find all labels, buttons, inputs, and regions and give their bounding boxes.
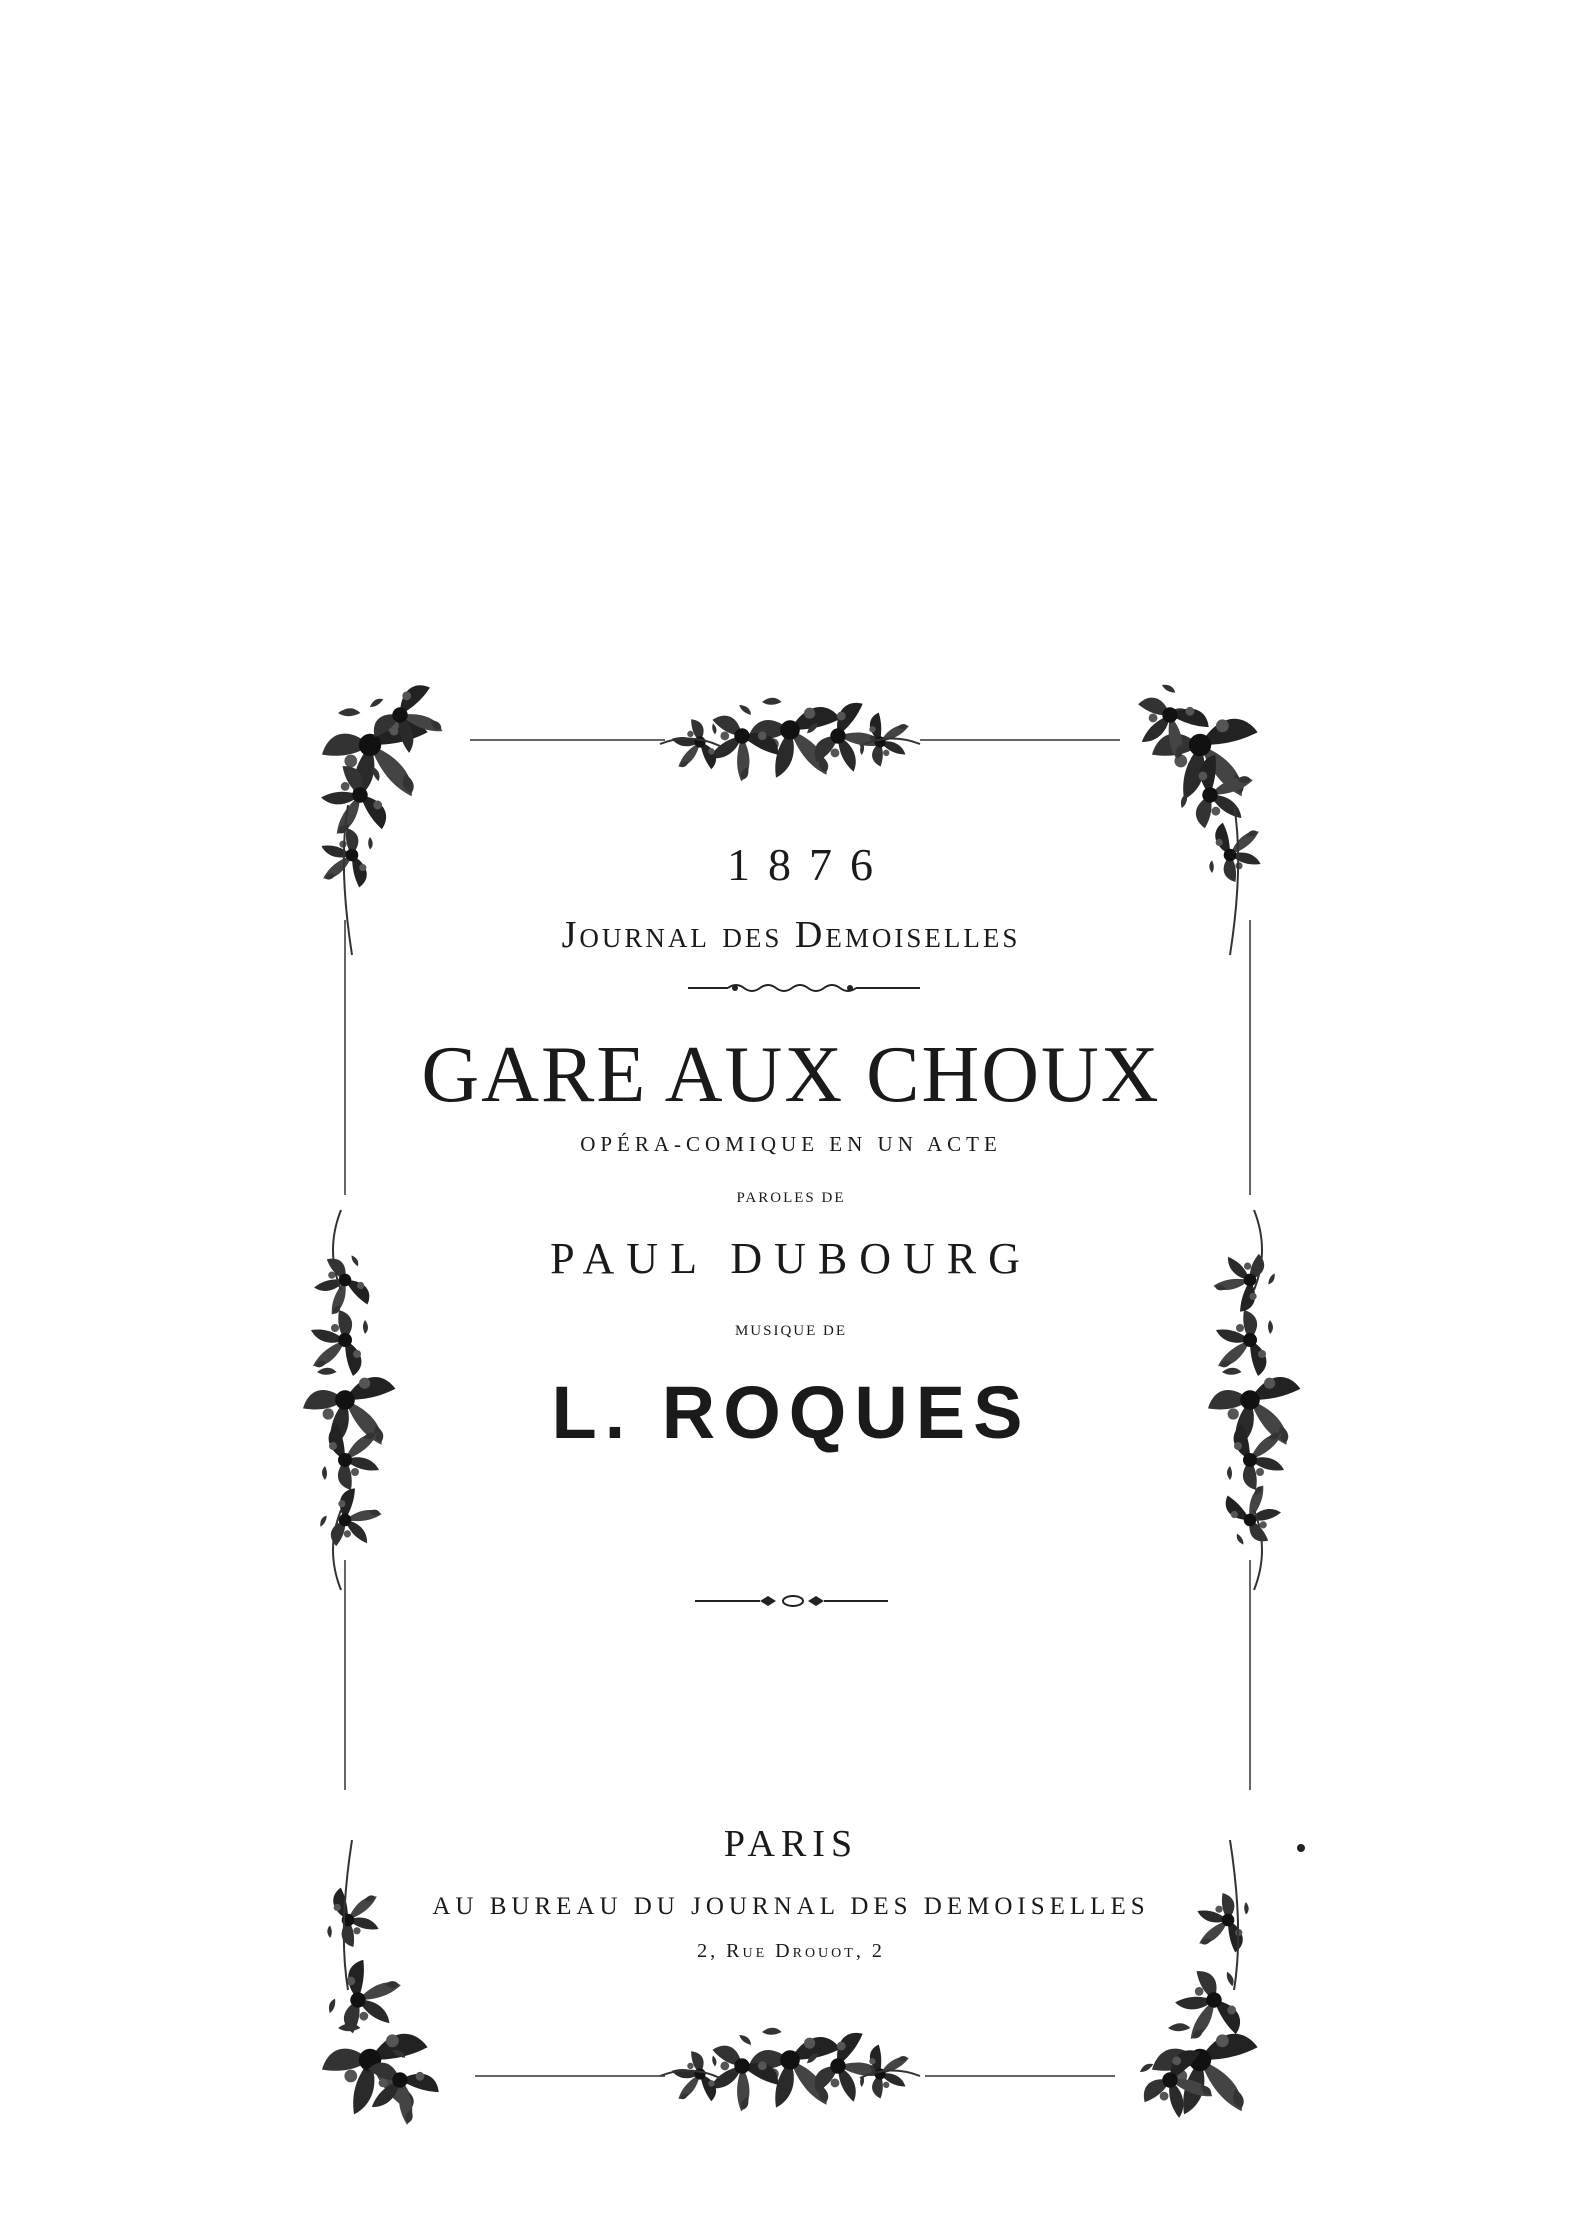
publication-year: 1876 <box>727 839 891 890</box>
publication-city: PARIS <box>723 1823 859 1865</box>
journal-name: Journal des Demoiselles <box>561 914 1021 956</box>
separator-flourish-top <box>688 985 920 991</box>
publisher-name: AU BUREAU DU JOURNAL DES DEMOISELLES <box>432 1893 1150 1920</box>
lyricist-name: PAUL DUBOURG <box>550 1234 1032 1283</box>
publisher-address: 2, Rue Drouot, 2 <box>697 1940 885 1962</box>
music-label: MUSIQUE DE <box>734 1323 848 1339</box>
work-genre: OPÉRA-COMIQUE EN UN ACTE <box>580 1132 1002 1156</box>
separator-flourish-bottom <box>695 1596 888 1606</box>
composer-name: L. ROQUES <box>551 1371 1031 1454</box>
ink-dot <box>1297 1844 1305 1852</box>
work-title: GARE AUX CHOUX <box>421 1031 1161 1119</box>
lyrics-label: PAROLES DE <box>736 1190 846 1206</box>
